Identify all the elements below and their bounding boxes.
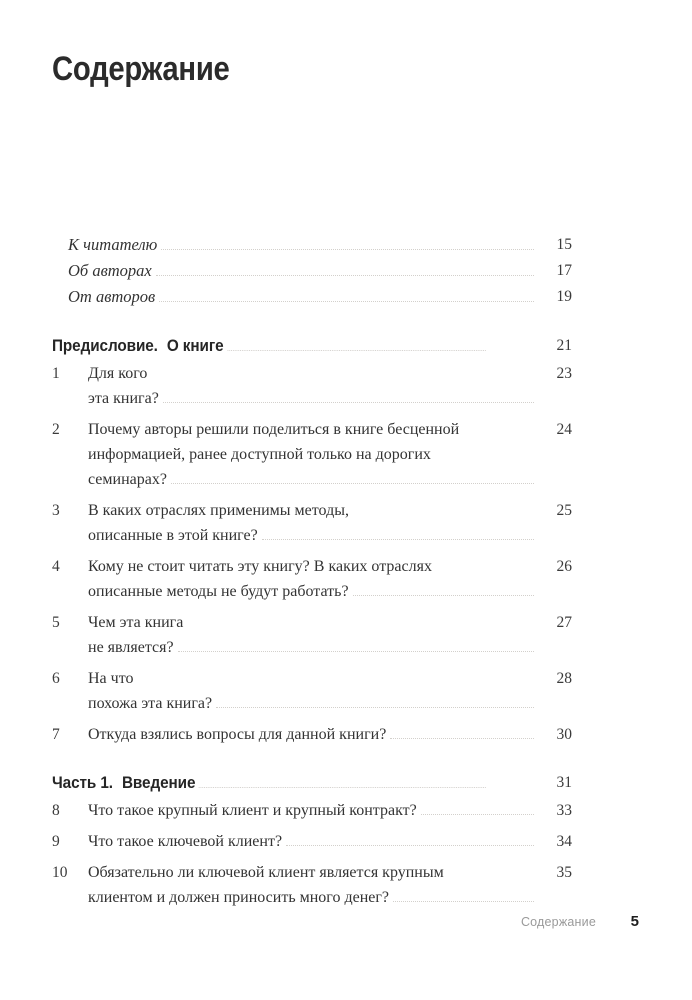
dot-leader	[161, 249, 534, 250]
entry-line	[88, 722, 538, 747]
entry-title	[68, 258, 538, 284]
footer-page-number: 5	[630, 913, 639, 930]
entry-line-text: не является?	[88, 639, 174, 656]
entry-line	[88, 579, 538, 604]
section-spacer	[52, 310, 572, 333]
entry-number: 3	[52, 502, 60, 519]
toc-entry-row[interactable]	[52, 798, 572, 823]
entry-title	[88, 722, 538, 747]
toc-entry-row[interactable]	[52, 417, 572, 492]
entry-title	[88, 498, 538, 548]
section-spacer	[52, 747, 572, 770]
page-number: 19	[556, 288, 572, 305]
footer-label: Содержание	[520, 915, 596, 929]
dot-leader	[216, 707, 534, 708]
toc-front-matter-row[interactable]	[68, 284, 572, 310]
entry-number: 9	[52, 833, 60, 850]
entry-line	[88, 860, 538, 885]
entry-line-text: Об авторах	[68, 261, 152, 280]
toc-entry-row[interactable]	[52, 860, 572, 910]
page-number: 15	[556, 236, 572, 253]
entry-title	[88, 666, 538, 716]
entry-line-text: информацией, ранее доступной только на дорогих	[88, 446, 431, 463]
dot-leader	[353, 595, 534, 596]
page-number: 26	[556, 558, 572, 575]
page-footer	[0, 915, 692, 939]
section-heading-title: Введение	[121, 773, 196, 792]
entry-line-text: Откуда взялись вопросы для данной книги?	[88, 726, 387, 743]
toc-entry-row[interactable]	[52, 610, 572, 660]
entry-number: 8	[52, 802, 60, 819]
entry-number: 5	[52, 614, 60, 631]
section-heading	[52, 770, 538, 796]
entry-title	[88, 417, 538, 492]
entry-title	[88, 554, 538, 604]
entry-title	[68, 284, 538, 310]
entry-number: 1	[52, 365, 60, 382]
dot-leader	[163, 402, 534, 403]
entry-title	[88, 829, 538, 854]
page-number: 24	[556, 421, 572, 438]
entry-line-text: клиентом и должен приносить много денег?	[88, 889, 390, 906]
entry-line	[88, 386, 538, 411]
page-number: 28	[556, 670, 572, 687]
dot-leader	[286, 845, 534, 846]
dot-leader	[159, 301, 534, 302]
entry-line	[88, 691, 538, 716]
entry-title	[68, 232, 538, 258]
entry-line	[68, 232, 538, 258]
section-heading-text	[52, 333, 224, 359]
section-heading-prefix: Предисловие.	[52, 336, 158, 355]
toc-section-heading-row[interactable]	[52, 333, 572, 359]
entry-title	[88, 361, 538, 411]
toc-entry-row[interactable]	[52, 666, 572, 716]
entry-line	[88, 523, 538, 548]
entry-line-text: Что такое ключевой клиент?	[88, 833, 283, 850]
dot-leader	[227, 350, 486, 351]
page-number: 33	[556, 802, 572, 819]
toc-front-matter-row[interactable]	[68, 258, 572, 284]
page-number: 27	[556, 614, 572, 631]
entry-line-text: На что	[88, 670, 134, 687]
entry-line-text: эта книга?	[88, 390, 159, 407]
entry-line	[88, 417, 538, 442]
entry-title	[88, 610, 538, 660]
entry-line-text: В каких отраслях применимы методы,	[88, 502, 349, 519]
section-heading-text	[52, 770, 195, 796]
entry-line	[88, 610, 538, 635]
dot-leader	[171, 483, 534, 484]
page-number: 35	[556, 864, 572, 881]
entry-line	[88, 554, 538, 579]
entry-line	[88, 498, 538, 523]
toc-front-matter-row[interactable]	[68, 232, 572, 258]
toc-entry-row[interactable]	[52, 722, 572, 747]
entry-number: 4	[52, 558, 60, 575]
entry-number: 10	[52, 864, 68, 881]
entry-line-text: Чем эта книга	[88, 614, 184, 631]
entry-line	[88, 798, 538, 823]
entry-line	[88, 666, 538, 691]
dot-leader	[156, 275, 534, 276]
page-number: 30	[556, 726, 572, 743]
entry-title	[88, 798, 538, 823]
page-number: 34	[556, 833, 572, 850]
entry-line-text: Почему авторы решили поделиться в книге бесценной	[88, 421, 460, 438]
entry-line-text: Кому не стоит читать эту книгу? В каких отраслях	[88, 558, 432, 575]
entry-title	[88, 860, 538, 910]
entry-line-text: Обязательно ли ключевой клиент является крупным	[88, 864, 444, 881]
toc-entry-row[interactable]	[52, 829, 572, 854]
entry-line-text: К читателю	[68, 235, 158, 254]
page-number: 31	[556, 774, 572, 791]
entry-line	[88, 361, 538, 386]
entry-number: 6	[52, 670, 60, 687]
page-title: Содержание	[52, 50, 230, 88]
dot-leader	[393, 901, 534, 902]
entry-line	[88, 829, 538, 854]
entry-line-text: Что такое крупный клиент и крупный контракт?	[88, 802, 417, 819]
dot-leader	[199, 787, 486, 788]
dot-leader	[262, 539, 534, 540]
page-number: 25	[556, 502, 572, 519]
entry-number: 2	[52, 421, 60, 438]
entry-line-text: описанные в этой книге?	[88, 527, 258, 544]
entry-line	[88, 442, 538, 467]
toc-entry-row[interactable]	[52, 554, 572, 604]
dot-leader	[390, 738, 534, 739]
dot-leader	[178, 651, 534, 652]
entry-line	[88, 467, 538, 492]
entry-line-text: Для кого	[88, 365, 148, 382]
toc-entry-row[interactable]	[52, 361, 572, 411]
toc-entry-row[interactable]	[52, 498, 572, 548]
entry-line-text: описанные методы не будут работать?	[88, 583, 349, 600]
toc-section-heading-row[interactable]	[52, 770, 572, 796]
section-heading-line	[52, 333, 489, 359]
page-number: 17	[556, 262, 572, 279]
dot-leader	[421, 814, 534, 815]
entry-line-text: семинарах?	[88, 471, 167, 488]
page-number: 23	[556, 365, 572, 382]
entry-line-text: От авторов	[68, 287, 156, 306]
section-heading-line	[52, 770, 489, 796]
entry-line-text: похожа эта книга?	[88, 695, 213, 712]
section-heading-prefix: Часть 1.	[52, 773, 113, 792]
toc-content	[52, 232, 572, 910]
entry-number: 7	[52, 726, 60, 743]
entry-line	[88, 885, 538, 910]
section-heading	[52, 333, 538, 359]
entry-line	[68, 284, 538, 310]
entry-line	[88, 635, 538, 660]
section-heading-title: О книге	[166, 336, 224, 355]
entry-line	[68, 258, 538, 284]
page-number: 21	[556, 337, 572, 354]
